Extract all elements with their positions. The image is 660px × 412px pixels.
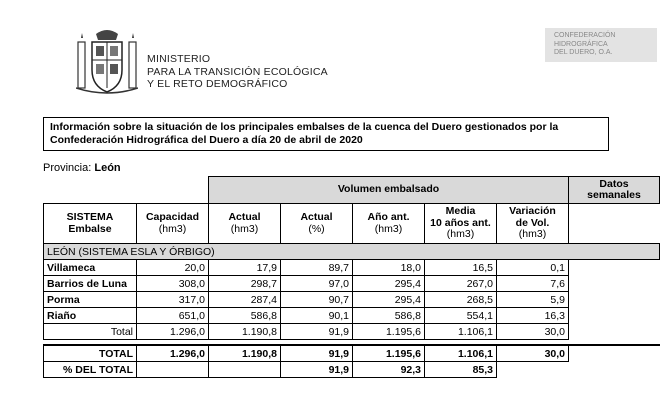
- table-row: [44, 276, 660, 292]
- col-media-unit: (hm3): [446, 228, 475, 241]
- report-headline: Información sobre la situación de los principales embalses de la cuenca del Duero gestionados por la Confederación Hidrográfica del Duero a día 20 de abril de 2020: [43, 117, 609, 151]
- reservoir-media: 268,5: [425, 292, 497, 308]
- col-capacidad-header: [137, 204, 209, 244]
- reservoir-name: Villameca: [44, 260, 137, 276]
- col-variacion-label-2: de Vol.: [515, 216, 550, 229]
- subtotal-actual: 1.190,8: [209, 324, 281, 340]
- col-actual-pct-header: [281, 204, 353, 244]
- reservoir-pct: 90,7: [281, 292, 353, 308]
- col-media-label-2: 10 años ant.: [430, 216, 491, 229]
- total-ano-ant: 1.195,6: [353, 345, 425, 362]
- reservoir-media: 554,1: [425, 308, 497, 324]
- subtotal-capacidad: 1.296,0: [137, 324, 209, 340]
- reservoir-capacidad: 20,0: [137, 260, 209, 276]
- total-capacidad: 1.296,0: [137, 345, 209, 362]
- col-capacidad-unit: (hm3): [158, 222, 187, 235]
- reservoir-variacion: 0,1: [497, 260, 569, 276]
- reservoir-variacion: 5,9: [497, 292, 569, 308]
- reservoir-media: 16,5: [425, 260, 497, 276]
- provincia-value: León: [94, 162, 121, 174]
- ministry-line-3: Y EL RETO DEMOGRÁFICO: [147, 78, 288, 90]
- reservoir-variacion: 16,3: [497, 308, 569, 324]
- total-variacion: 30,0: [497, 345, 569, 362]
- reservoir-name: Porma: [44, 292, 137, 308]
- col-embalse-label: Embalse: [68, 222, 112, 235]
- reservoir-capacidad: 317,0: [137, 292, 209, 308]
- provincia: [43, 162, 121, 174]
- reservoir-ano-ant: 295,4: [353, 276, 425, 292]
- subtotal-label: Total: [44, 324, 137, 340]
- col-media-header: [425, 204, 497, 244]
- pct-total-variacion-empty: [497, 362, 569, 378]
- col-actual-pct-unit: (%): [308, 222, 325, 235]
- table-row: [44, 292, 660, 308]
- column-header-row: [44, 204, 660, 244]
- pct-total-row: [44, 362, 660, 378]
- ministry-line-1: MINISTERIO: [147, 53, 211, 65]
- reservoir-ano-ant: 18,0: [353, 260, 425, 276]
- col-actual-pct-label: Actual: [300, 211, 333, 223]
- pct-total-actual-empty: [209, 362, 281, 378]
- total-media: 1.106,1: [425, 345, 497, 362]
- col-ano-ant-unit: (hm3): [374, 222, 403, 235]
- pct-total-label: % DEL TOTAL: [44, 362, 137, 378]
- ministry-name: [147, 53, 328, 91]
- total-row: [44, 345, 660, 362]
- reservoir-actual: 287,4: [209, 292, 281, 308]
- col-actual-header: [209, 204, 281, 244]
- reservoir-name: Riaño: [44, 308, 137, 324]
- confederacion-line-1: CONFEDERACIÓN: [554, 32, 616, 39]
- confederacion-line-2: HIDROGRÁFICA: [554, 40, 608, 48]
- confederacion-logo-box: [545, 28, 657, 62]
- total-pct: 91,9: [281, 345, 353, 362]
- ministry-line-2: PARA LA TRANSICIÓN ECOLÓGICA: [147, 65, 328, 78]
- reservoir-media: 267,0: [425, 276, 497, 292]
- reservoir-actual: 298,7: [209, 276, 281, 292]
- table-row: [44, 308, 660, 324]
- col-variacion-label: Variación: [509, 205, 556, 218]
- subtotal-ano-ant: 1.195,6: [353, 324, 425, 340]
- subtotal-pct: 91,9: [281, 324, 353, 340]
- total-label: TOTAL: [44, 345, 137, 362]
- reservoir-pct: 89,7: [281, 260, 353, 276]
- group-header-row: [44, 177, 660, 204]
- reservoir-actual: 586,8: [209, 308, 281, 324]
- col-capacidad-label: Capacidad: [145, 211, 200, 223]
- col-ano-ant-label: Año ant.: [367, 211, 410, 223]
- reservoir-variacion: 7,6: [497, 276, 569, 292]
- pct-total-media: 85,3: [425, 362, 497, 378]
- reservoir-capacidad: 308,0: [137, 276, 209, 292]
- confederacion-line-3: DEL DUERO, O.A.: [554, 49, 613, 56]
- reservoir-ano-ant: 295,4: [353, 292, 425, 308]
- reservoir-ano-ant: 586,8: [353, 308, 425, 324]
- reservoir-pct: 97,0: [281, 276, 353, 292]
- total-actual: 1.190,8: [209, 345, 281, 362]
- datos-semanales-header: Datos semanales: [569, 177, 660, 204]
- col-actual-unit: (hm3): [230, 222, 259, 235]
- provincia-label: Provincia:: [43, 162, 92, 174]
- col-variacion-header: [497, 204, 569, 244]
- col-ano-ant-header: [353, 204, 425, 244]
- subtotal-variacion: 30,0: [497, 324, 569, 340]
- subtotal-media: 1.106,1: [425, 324, 497, 340]
- reservoir-actual: 17,9: [209, 260, 281, 276]
- col-actual-label: Actual: [228, 211, 261, 223]
- volumen-embalsado-header: Volumen embalsado: [209, 177, 569, 204]
- coat-of-arms-icon: [76, 28, 138, 100]
- pct-total-ano-ant: 92,3: [353, 362, 425, 378]
- reservoir-rows: [44, 260, 660, 324]
- system-name: LEÓN (SISTEMA ESLA Y ÓRBIGO): [44, 244, 660, 260]
- col-sistema-label: SISTEMA: [66, 211, 114, 223]
- subtotal-row: [44, 324, 660, 340]
- reservoir-capacidad: 651,0: [137, 308, 209, 324]
- reservoir-pct: 90,1: [281, 308, 353, 324]
- pct-total-pct: 91,9: [281, 362, 353, 378]
- col-sistema-header: [44, 204, 137, 244]
- reservoir-table: [43, 176, 660, 378]
- table-row: [44, 260, 660, 276]
- reservoir-name: Barrios de Luna: [44, 276, 137, 292]
- col-variacion-unit: (hm3): [518, 228, 547, 241]
- col-media-label: Media: [445, 205, 476, 218]
- pct-total-capacidad-empty: [137, 362, 209, 378]
- system-row: [44, 244, 660, 260]
